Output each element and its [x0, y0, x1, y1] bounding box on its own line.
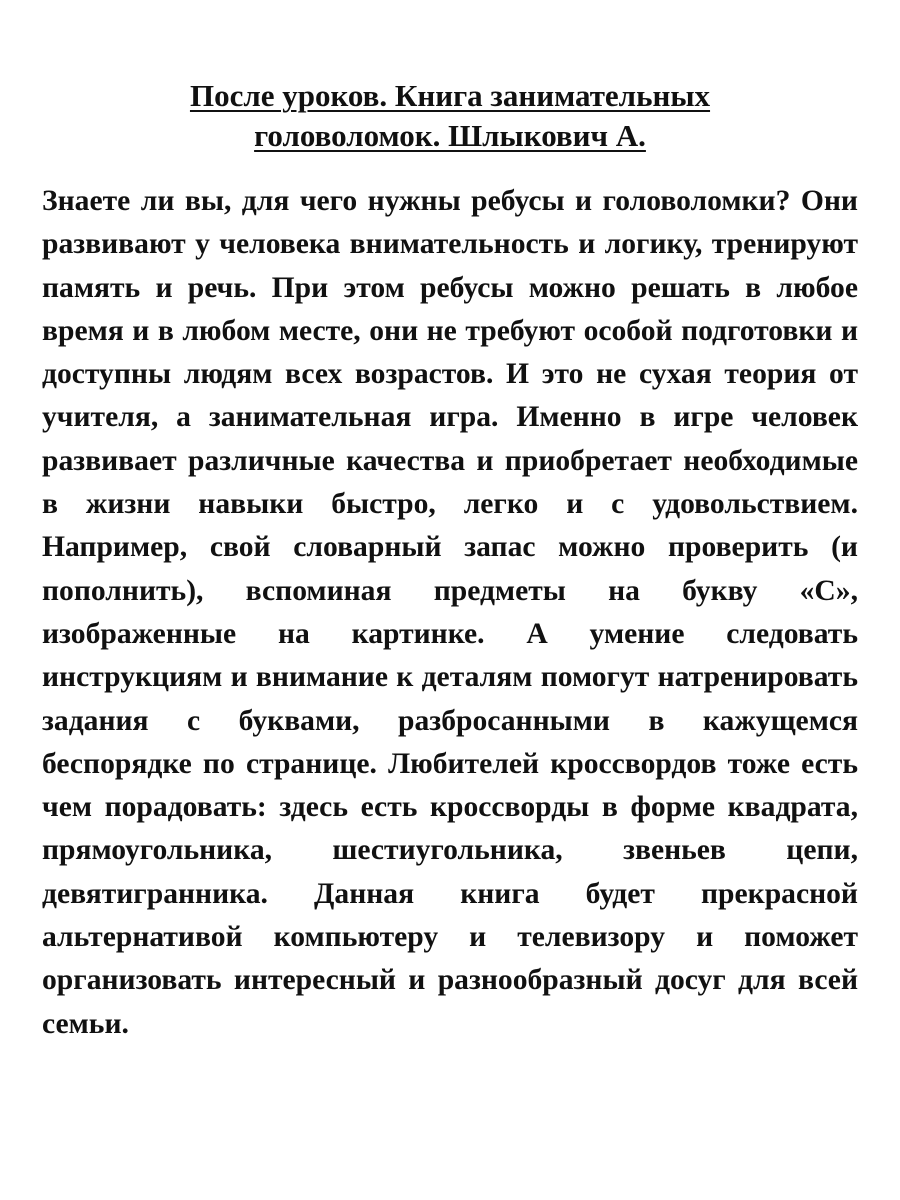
document-title-line-1: После уроков. Книга занимательных — [189, 78, 711, 113]
document-title-line-2: головоломок. Шлыкович А. — [254, 118, 646, 153]
document-title — [42, 76, 858, 156]
document-body-paragraph: Знаете ли вы, для чего нужны ребусы и головоломки? Они развивают у человека внимательность и логику, тренируют память и речь. При этом ребусы можно решать в любое время и в любом месте, они не требуют особой подготовки и доступны людям всех возрастов. И это не сухая теория от учителя, а занимательная игра. Именно в игре человек развивает различные качества и приобретает необходимые в жизни навыки быстро, легко и с удовольствием. Например, свой словарный запас можно проверить (и пополнить), вспоминая предметы на букву «С», изображенные на картинке. А умение следовать инструкциям и внимание к деталям помогут натренировать задания с буквами, разбросанными в кажущемся беспорядке по странице. Любителей кроссвордов тоже есть чем порадовать: здесь есть кроссворды в форме квадрата, прямоугольника, шестиугольника, звеньев цепи, девятигранника. Данная книга будет прекрасной альтернативой компьютеру и телевизору и поможет организовать интересный и разнообразный досуг для всей семьи. — [42, 185, 858, 1040]
